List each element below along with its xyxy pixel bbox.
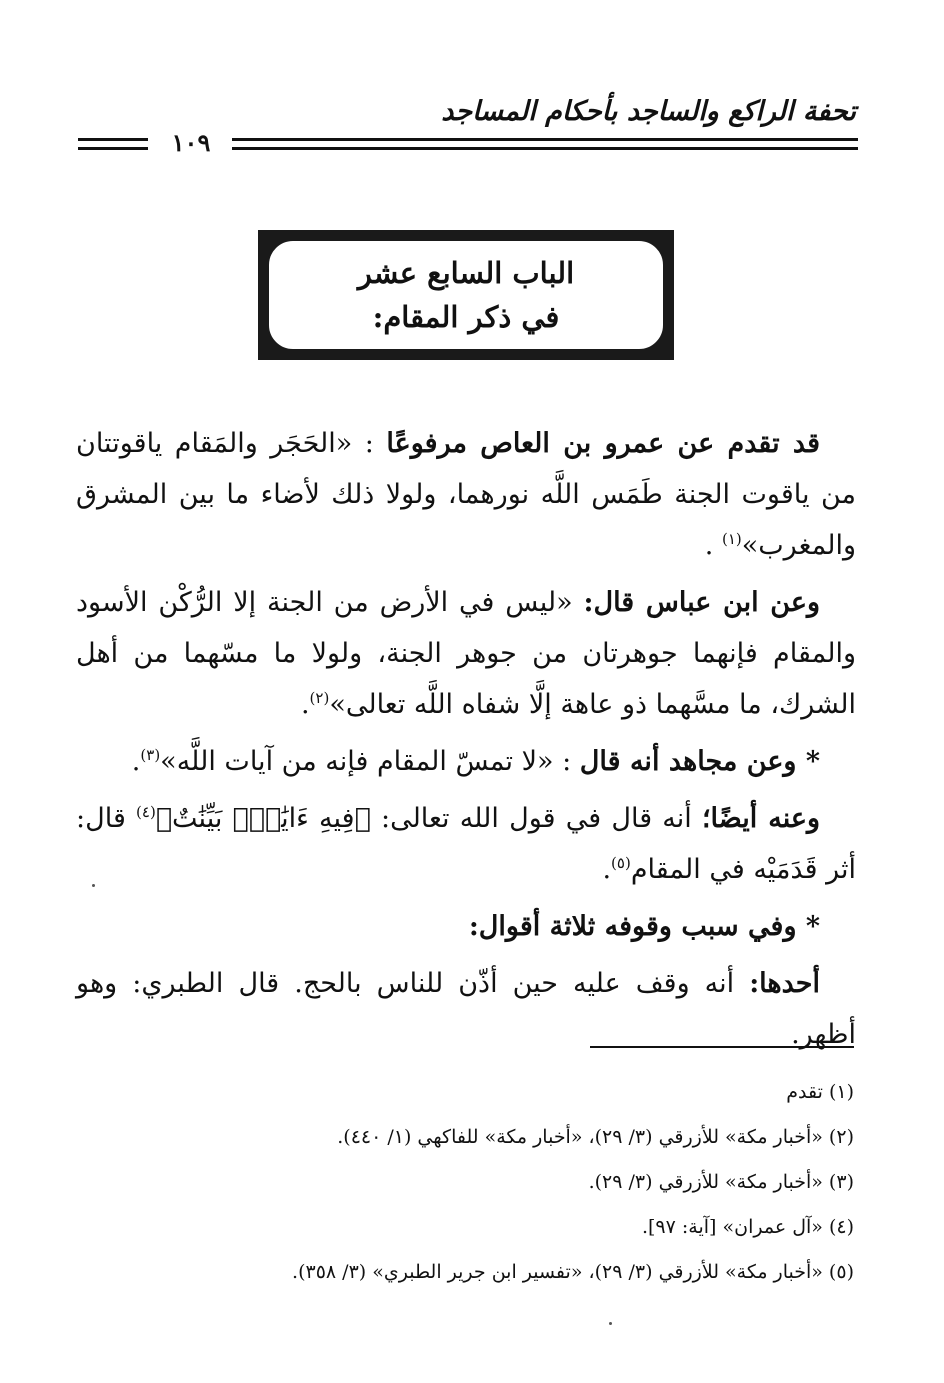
page-number: ١٠٩	[171, 128, 211, 157]
paragraph-mujahid	[76, 736, 856, 787]
paragraph-mujahid-also	[76, 793, 856, 895]
section-lead: * وفي سبب وقوفه ثلاثة أقوال:	[468, 911, 820, 942]
footnote-5: (٥) «أخبار مكة» للأزرقي (٣/ ٢٩)، «تفسير ابن جرير الطبري» (٣/ ٣٥٨).	[292, 1261, 854, 1283]
narrator-lead: * وعن مجاهد أنه قال	[579, 746, 820, 777]
header-rule-right	[232, 138, 858, 150]
footnote-ref-2[interactable]: (٢)	[309, 689, 330, 707]
footnote-ref-5[interactable]: (٥)	[611, 854, 631, 872]
paragraph-ibn-abbas	[76, 577, 856, 730]
hadith-text: : «الحَجَر والمَقام ياقوتتان من ياقوت الجنة طَمَس اللَّه نورهما، ولولا ذلك لأضاء ما بين المشرق والمغرب»	[76, 428, 856, 561]
footnote-1: (١) تقدم	[786, 1081, 854, 1103]
footnotes	[154, 1070, 854, 1295]
period: .	[602, 854, 612, 885]
hadith-text: : «لا تمسّ المقام فإنه من آيات اللَّه»	[160, 746, 580, 777]
footnote-2: (٢) «أخبار مكة» للأزرقي (٣/ ٢٩)، «أخبار مكة» للفاكهي (١/ ٤٤٠).	[337, 1126, 854, 1148]
header-rule-left	[78, 138, 148, 150]
footnote-ref-4[interactable]: (٤)	[136, 803, 156, 821]
opinion-text: أنه وقف عليه حين أذّن للناس بالحج. قال الطبري: وهو أظهر.	[76, 968, 856, 1050]
footnote-ref-3[interactable]: (٣)	[140, 746, 161, 764]
footnote-ref-1[interactable]: (١)	[721, 530, 742, 548]
footnote-separator	[590, 1046, 854, 1048]
scan-speck	[609, 1322, 612, 1325]
narrator-lead: وعن ابن عباس قال:	[583, 587, 820, 618]
running-title: تحفة الراكع والساجد بأحكام المساجد	[441, 96, 856, 127]
paragraph-three-opinions	[76, 901, 856, 952]
chapter-number: الباب السابع عشر	[357, 256, 575, 290]
period: .	[704, 530, 722, 561]
opinion-lead: أحدها:	[749, 968, 820, 999]
chapter-title-box	[258, 230, 674, 360]
period: .	[131, 746, 141, 777]
footnote-3: (٣) «أخبار مكة» للأزرقي (٣/ ٢٩).	[588, 1171, 854, 1193]
chapter-subject: في ذكر المقام:	[372, 300, 560, 334]
hadith-text: «ليس في الأرض من الجنة إلا الرُّكْن الأسود والمقام فإنهما جوهرتان من جوهر الجنة، ولولا ما مسّهما من أهل الشرك، ما مسَّهما ذو عاهة إلَّا شفاه اللَّه تعالى»	[76, 587, 856, 720]
footnote-4: (٤) «آل عمران» [آية: ٩٧].	[641, 1216, 854, 1238]
narrator-lead: قد تقدم عن عمرو بن العاص مرفوعًا	[386, 428, 820, 459]
explanation-text: قال: أثر قَدَمَيْه في المقام	[76, 803, 856, 885]
main-text	[76, 418, 856, 1060]
scan-speck	[92, 884, 95, 887]
chapter-title-frame	[267, 239, 665, 351]
period: .	[300, 689, 310, 720]
paragraph-amr	[76, 418, 856, 571]
narrator-lead: وعنه أيضًا؛	[701, 803, 820, 834]
paragraph-first-opinion	[76, 958, 856, 1060]
quran-quote: أنه قال في قول الله تعالى: ﴿فِيهِ ءَايَٰتُۢ بَيِّنَٰتٌ﴾	[155, 803, 702, 834]
